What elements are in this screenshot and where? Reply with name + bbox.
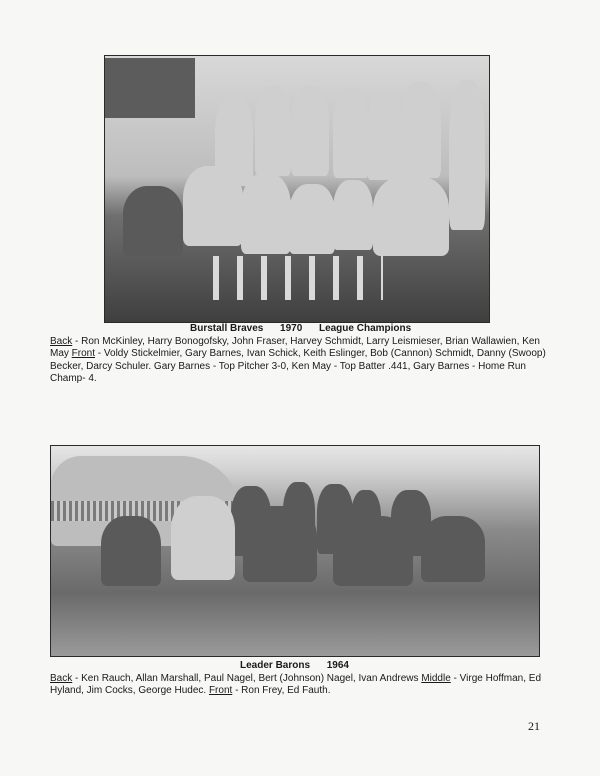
page-number: 21	[528, 719, 540, 733]
caption-title-burstall-braves: Burstall Braves 1970 League Champions	[190, 323, 412, 334]
team-photo-burstall-braves	[104, 55, 490, 323]
back-names: - Ken Rauch, Allan Marshall, Paul Nagel, Bert (Johnson) Nagel, Ivan Andrews	[72, 673, 422, 684]
front-names: - Voldy Stickelmier, Gary Barnes, Ivan Schick, Keith Eslinger, Bob (Cannon) Schmidt, Danny (Swoop) Becker, Darcy Schuler. Gary Barnes - Top Pitcher 3-0, Ken May - Top Batter .441, Gary Barnes - Home Run Champ- 4.	[50, 348, 546, 385]
front-label: Front	[208, 685, 233, 697]
caption-burstall-braves	[50, 336, 546, 386]
team-photo-leader-barons	[50, 445, 540, 657]
back-label: Back	[50, 336, 73, 347]
caption-title-leader-barons: Leader Barons 1964	[240, 660, 349, 671]
building-shape	[105, 58, 195, 118]
middle-names: - Virge Hoffman, Ed Hyland, Jim Cocks, George Hudec.	[50, 673, 542, 697]
back-names: - Ron McKinley, Harry Bonogofsky, John Fraser, Harvey Schmidt, Larry Leismieser, Brian Wallawien, Ken May	[50, 336, 540, 360]
middle-label: Middle	[421, 673, 451, 684]
back-label: Back	[50, 673, 73, 684]
front-label: Front	[71, 348, 96, 360]
caption-leader-barons	[50, 673, 550, 698]
trophies	[213, 256, 383, 300]
front-names: - Ron Frey, Ed Fauth.	[232, 685, 331, 697]
